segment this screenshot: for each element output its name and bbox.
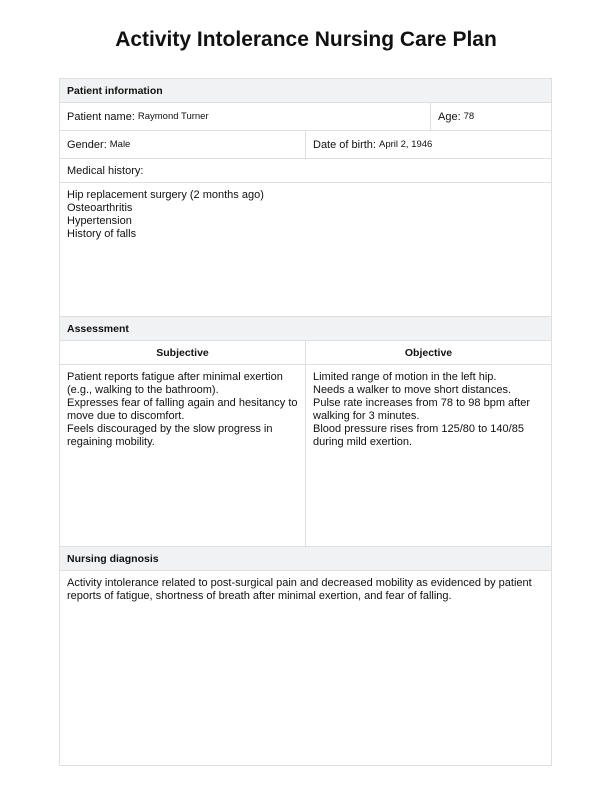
dob-value: April 2, 1946 — [378, 139, 433, 150]
subjective-item: Expresses fear of falling again and hesitancy to move due to discomfort. — [67, 397, 298, 422]
section-header-nursing-diagnosis: Nursing diagnosis — [59, 546, 552, 571]
subjective-header: Subjective — [59, 340, 306, 365]
patient-name-value: Raymond Turner — [137, 111, 209, 122]
dob-field — [305, 130, 552, 159]
medical-history-content — [59, 182, 552, 317]
history-item: Hip replacement surgery (2 months ago) — [67, 189, 264, 201]
history-item: Osteoarthritis — [67, 202, 133, 214]
objective-item: Needs a walker to move short distances. — [313, 384, 512, 396]
objective-header: Objective — [305, 340, 552, 365]
dob-label: Date of birth: — [313, 138, 376, 151]
page-title: Activity Intolerance Nursing Care Plan — [115, 28, 497, 51]
nursing-diagnosis-content — [59, 570, 552, 766]
objective-content — [305, 364, 552, 547]
subjective-item: Feels discouraged by the slow progress in regaining mobility. — [67, 423, 273, 448]
subjective-item: Patient reports fatigue after minimal exertion (e.g., walking to the bathroom). — [67, 371, 283, 396]
patient-name-field — [59, 102, 431, 131]
age-field — [430, 102, 552, 131]
objective-item: Pulse rate increases from 78 to 98 bpm after walking for 3 minutes. — [313, 397, 531, 422]
diagnosis-text: Activity intolerance related to post-surgical pain and decreased mobility as evidenced by patient reports of fatigue, shortness of breath after minimal exertion, and fear of falling. — [67, 577, 532, 602]
subjective-content — [59, 364, 306, 547]
gender-field — [59, 130, 306, 159]
age-value: 78 — [463, 111, 475, 122]
age-label: Age: — [438, 110, 461, 123]
patient-name-label: Patient name: — [67, 110, 135, 123]
medical-history-label: Medical history: — [59, 158, 552, 183]
section-header-assessment: Assessment — [59, 316, 552, 341]
gender-label: Gender: — [67, 138, 107, 151]
objective-item: Blood pressure rises from 125/80 to 140/85 during mild exertion. — [313, 423, 524, 448]
gender-value: Male — [109, 139, 131, 150]
history-item: Hypertension — [67, 215, 132, 227]
section-header-patient-information: Patient information — [59, 78, 552, 103]
objective-item: Limited range of motion in the left hip. — [313, 371, 497, 383]
history-item: History of falls — [67, 228, 137, 240]
